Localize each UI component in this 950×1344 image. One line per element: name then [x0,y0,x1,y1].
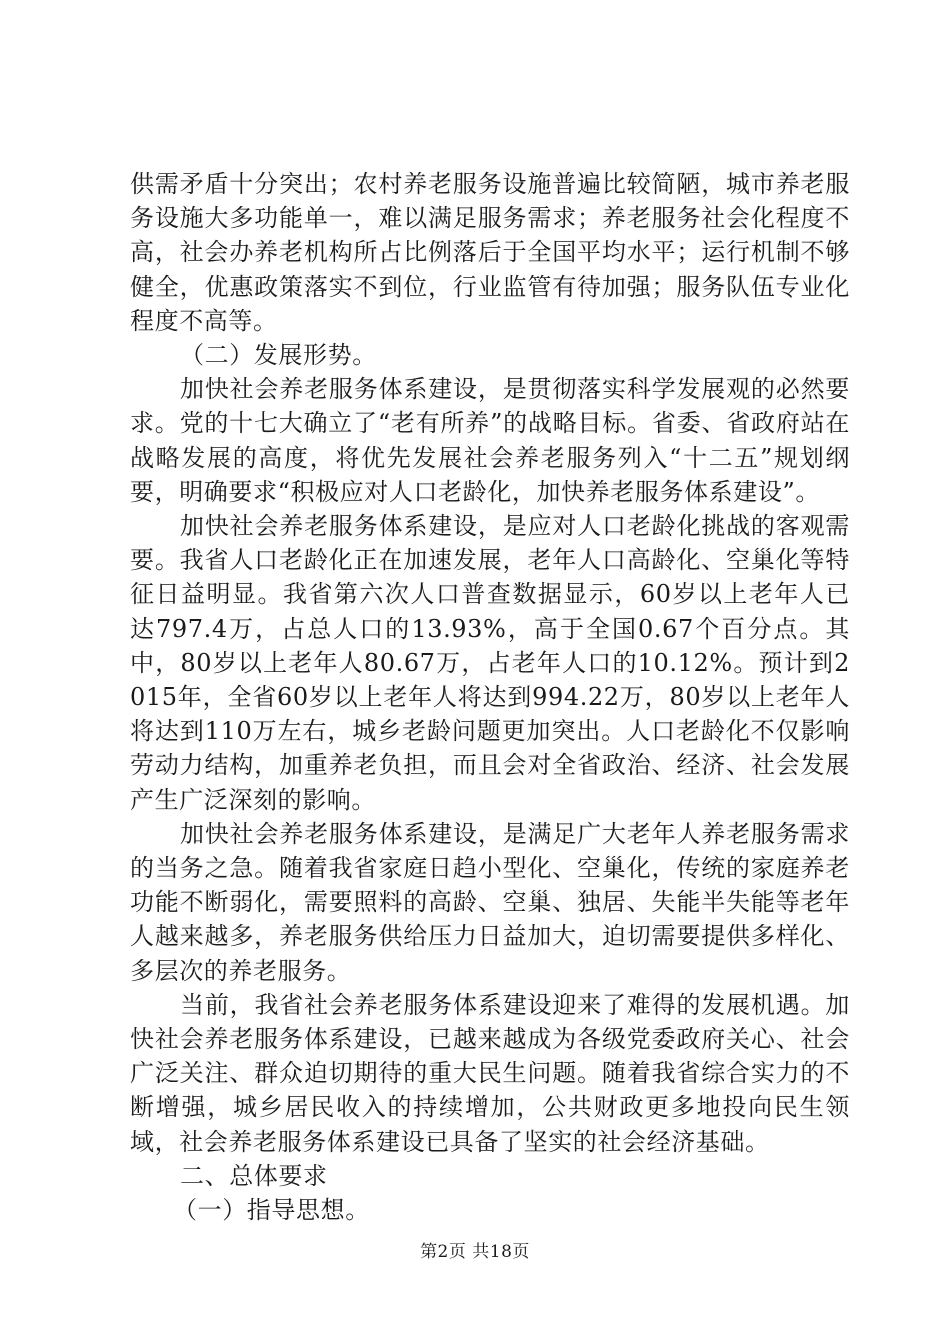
paragraph-aging-challenge: 加快社会养老服务体系建设，是应对人口老龄化挑战的客观需要。我省人口老龄化正在加速发展，老年人口高龄化、空巢化等特征日益明显。我省第六次人口普查数据显示，60岁以上老年人已达797.4万，占总人口的13.93%，高于全国0.67个百分点。其中，80岁以上老年人80.67万，占老年人口的10.12%。预计到2015年，全省60岁以上老年人将达到994.22万，80岁以上老年人将达到110万左右，城乡老龄问题更加突出。人口老龄化不仅影响劳动力结构，加重养老负担，而且会对全省政治、经济、社会发展产生广泛深刻的影响。 [130,512,850,814]
paragraph-development-opportunity: 当前，我省社会养老服务体系建设迎来了难得的发展机遇。加快社会养老服务体系建设，已越来越成为各级党委政府关心、社会广泛关注、群众迫切期待的重大民生问题。随着我省综合实力的不断增强，城乡居民收入的持续增加，公共财政更多地投向民生领域，社会养老服务体系建设已具备了坚实的社会经济基础。 [130,990,850,1156]
document-body [130,167,850,1227]
paragraph-elderly-needs: 加快社会养老服务体系建设，是满足广大老年人养老服务需求的当务之急。随着我省家庭日趋小型化、空巢化，传统的家庭养老功能不断弱化，需要照料的高龄、空巢、独居、失能半失能等老年人越来越多，养老服务供给压力日益加大，迫切需要提供多样化、多层次的养老服务。 [130,819,850,985]
section-heading-guiding-ideology: （一）指导思想。 [173,1196,370,1225]
page-footer [0,1240,950,1264]
paragraph-scientific-development: 加快社会养老服务体系建设，是贯彻落实科学发展观的必然要求。党的十七大确立了“老有所养”的战略目标。省委、省政府站在战略发展的高度，将优先发展社会养老服务列入“十二五”规划纲要，明确要求“积极应对人口老龄化，加快养老服务体系建设”。 [130,375,850,506]
section-heading-development-situation: （二）发展形势。 [180,341,377,370]
section-heading-overall-requirements: 二、总体要求 [180,1161,328,1190]
page-number: 第2页 共18页 [420,1242,530,1262]
paragraph-continuation: 供需矛盾十分突出；农村养老服务设施普遍比较简陋，城市养老服务设施大多功能单一，难以满足服务需求；养老服务社会化程度不高，社会办养老机构所占比例落后于全国平均水平；运行机制不够健全，优惠政策落实不到位，行业监管有待加强；服务队伍专业化程度不高等。 [130,170,850,335]
